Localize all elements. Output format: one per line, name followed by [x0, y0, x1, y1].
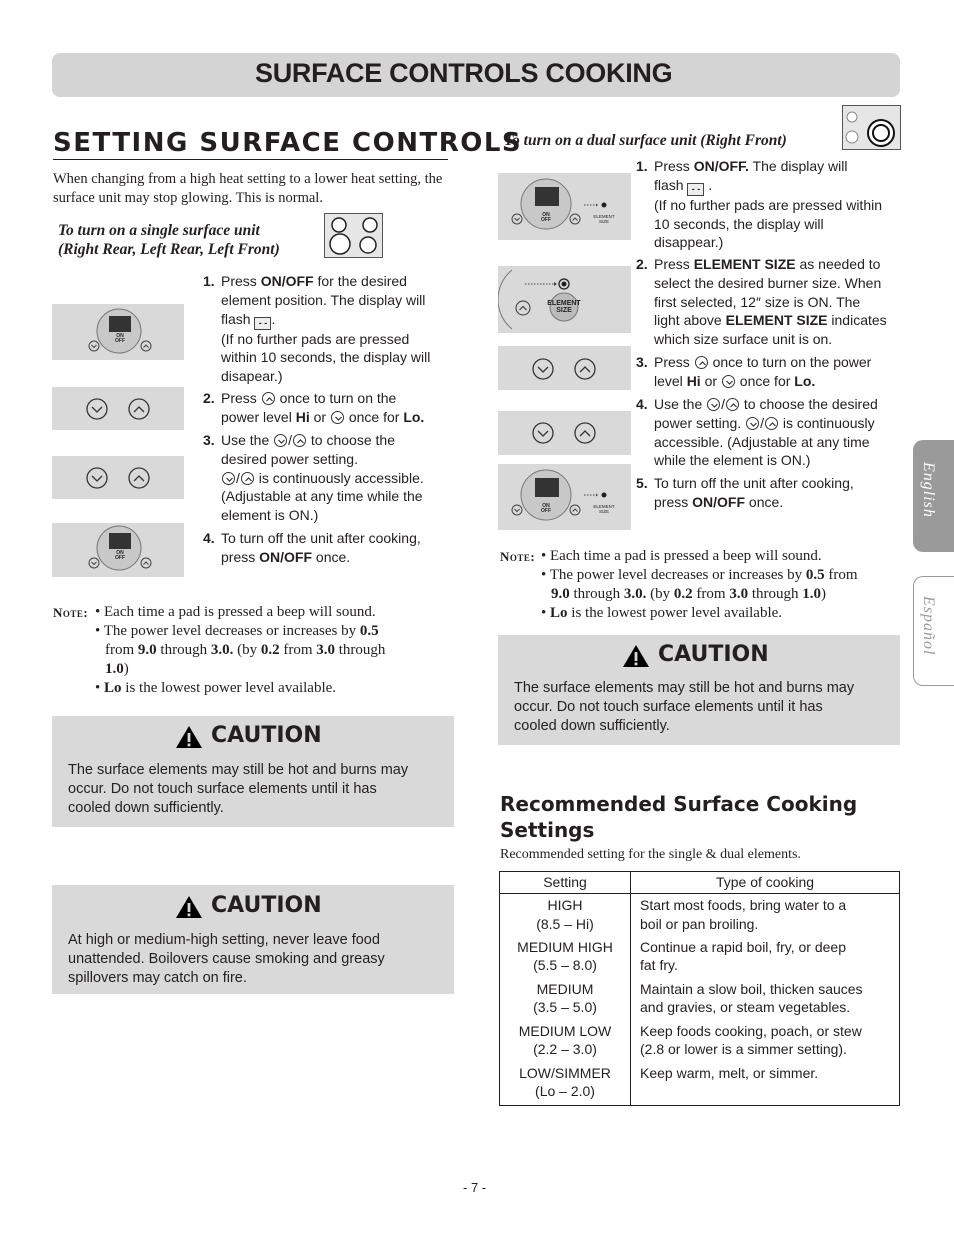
panel-onoff-illustration-2	[52, 523, 184, 577]
single-step-1: 1. Press ON/OFF for the desired element position. The display will flash - - . (If no further pads are pressed within 10 seconds, the display will disapear.)	[203, 273, 431, 385]
down-arrow-icon	[707, 398, 720, 411]
single-step-4: 4. To turn off the unit after cooking, press ON/OFF once.	[203, 530, 421, 565]
dual-step-1: 1. Press ON/OFF. The display will flash - - . (If no further pads are pressed within 10 seconds, the display will disappear.)	[636, 158, 883, 251]
warning-icon	[174, 724, 204, 750]
setting-cell: MEDIUM HIGH (5.5 – 8.0)	[500, 936, 631, 978]
cooking-type-cell: Keep warm, melt, or simmer.	[631, 1062, 900, 1106]
recommended-title: Recommended Surface Cooking Settings	[500, 792, 858, 842]
note-tag: Note:	[500, 549, 536, 564]
caution-title: CAUTION	[211, 893, 322, 918]
cooking-type-cell: Keep foods cooking, poach, or stew (2.8 or lower is a simmer setting).	[631, 1020, 900, 1062]
cooking-type-cell: Maintain a slow boil, thicken sauces and gravies, or steam vegetables.	[631, 978, 900, 1020]
up-arrow-icon	[765, 417, 778, 430]
warning-icon	[174, 894, 204, 920]
caution-box-3	[498, 635, 900, 745]
right-note: Note: • Each time a pad is pressed a beep will sound. • The power level decreases or increases by 0.5 from 9.0 through 3.0. (by 0.2 from 3.0 through 1.0) • Lo is the lowest power level available.	[500, 548, 858, 621]
table-row	[500, 1020, 900, 1062]
dual-step-4: 4. Use the / to choose the desired power setting. / is continuously accessible. (Adjustable at any time while the element is ON.)	[636, 396, 878, 469]
table-header-setting: Setting	[500, 872, 631, 894]
down-arrow-icon	[331, 411, 344, 424]
panel-dual-updown-illustration-2	[498, 411, 631, 455]
down-arrow-icon	[746, 417, 759, 430]
panel-updown-illustration	[52, 387, 184, 430]
setting-cell: MEDIUM (3.5 – 5.0)	[500, 978, 631, 1020]
onoff-label-2: ON OFF	[115, 550, 125, 561]
section-rule	[53, 159, 448, 160]
down-arrow-icon	[722, 375, 735, 388]
single-step-3: 3. Use the / to choose the desired power setting. / is continuously accessible. (Adjustable at any time while the element is ON.)	[203, 432, 424, 524]
down-arrow-icon	[274, 434, 287, 447]
panel-onoff-illustration	[52, 304, 184, 360]
tab-english[interactable]	[913, 440, 954, 552]
caution-text: The surface elements may still be hot and burns may occur. Do not touch surface elements until it has cooled down sufficiently.	[514, 680, 855, 734]
recommended-settings-table	[499, 871, 900, 1106]
panel-dual-onoff-illustration-2	[498, 464, 631, 530]
section-title: SETTING SURFACE CONTROLS	[53, 128, 523, 158]
table-header-row	[500, 872, 900, 894]
dual-step-5: 5. To turn off the unit after cooking, press ON/OFF once.	[636, 475, 854, 510]
flash-display-icon: - -	[254, 317, 271, 330]
cooking-type-cell: Start most foods, bring water to a boil or pan broiling.	[631, 894, 900, 936]
dual-step-3: 3. Press once to turn on the power level Hi or once for Lo.	[636, 354, 872, 389]
single-step-2: 2. Press once to turn on the power level Hi or once for Lo.	[203, 390, 425, 425]
panel-dual-updown-illustration	[498, 346, 631, 390]
single-heading-line2: (Right Rear, Left Rear, Left Front)	[58, 241, 280, 258]
banner-title: SURFACE CONTROLS COOKING	[255, 58, 673, 88]
section-intro: When changing from a high heat setting to a lower heat setting, the surface unit may stop glowing. This is normal.	[53, 171, 443, 206]
caution-title: CAUTION	[211, 723, 322, 748]
up-arrow-icon	[241, 472, 254, 485]
table-row	[500, 978, 900, 1020]
setting-cell: LOW/SIMMER (Lo – 2.0)	[500, 1062, 631, 1106]
cooktop-four-burner-icon	[324, 213, 383, 258]
table-row	[500, 894, 900, 936]
single-unit-heading	[58, 221, 280, 259]
caution-box-2	[52, 885, 454, 994]
dual-steps	[636, 157, 904, 517]
element-size-label: ELEMENT SIZE	[593, 504, 615, 514]
panel-dual-onoff-illustration	[498, 173, 631, 240]
tab-english-label: English	[920, 462, 937, 518]
caution-box-1	[52, 716, 454, 827]
table-row	[500, 1062, 900, 1106]
single-steps	[203, 272, 453, 572]
tab-espanol[interactable]	[913, 576, 954, 686]
cooktop-dual-burner-icon	[842, 105, 901, 150]
panel-updown-illustration-2	[52, 456, 184, 499]
element-size-button-label: ELEMENT SIZE	[547, 300, 581, 314]
setting-cell: MEDIUM LOW (2.2 – 3.0)	[500, 1020, 631, 1062]
note-tag: Note:	[53, 605, 89, 620]
onoff-label: ON OFF	[541, 212, 551, 223]
panel-element-size-illustration	[498, 266, 631, 333]
tab-espanol-label: Español	[920, 596, 937, 656]
page-number: - 7 -	[463, 1180, 487, 1195]
page-banner	[52, 53, 900, 97]
up-arrow-icon	[262, 392, 275, 405]
caution-title: CAUTION	[658, 642, 769, 667]
onoff-label: ON OFF	[541, 503, 551, 514]
up-arrow-icon	[293, 434, 306, 447]
recommended-note: Recommended setting for the single & dual elements.	[500, 847, 801, 862]
dual-step-2: 2. Press ELEMENT SIZE as needed to select the desired burner size. When first selected, 12″ size is ON. The light above ELEMENT SIZE indicates which size surface unit is on.	[636, 256, 887, 348]
up-arrow-icon	[726, 398, 739, 411]
warning-icon	[621, 643, 651, 669]
left-note: Note: • Each time a pad is pressed a beep will sound. • The power level decreases or increases by 0.5 from 9.0 through 3.0. (by 0.2 from 3.0 through 1.0) • Lo is the lowest power level available.	[53, 604, 386, 696]
up-arrow-icon	[695, 356, 708, 369]
caution-text: At high or medium-high setting, never leave food unattended. Boilovers cause smoking and greasy spillovers may catch on fire.	[68, 932, 385, 986]
table-row	[500, 936, 900, 978]
caution-text: The surface elements may still be hot and burns may occur. Do not touch surface elements until it has cooled down sufficiently.	[68, 762, 409, 816]
flash-display-icon: - -	[687, 183, 704, 196]
table-header-type: Type of cooking	[631, 872, 900, 894]
dual-unit-heading: To turn on a dual surface unit (Right Front)	[504, 132, 787, 149]
element-size-label: ELEMENT SIZE	[593, 214, 615, 224]
setting-cell: HIGH (8.5 – Hi)	[500, 894, 631, 936]
onoff-label: ON OFF	[115, 333, 125, 344]
down-arrow-icon	[222, 472, 235, 485]
single-heading-line1: To turn on a single surface unit	[58, 222, 260, 239]
cooking-type-cell: Continue a rapid boil, fry, or deep fat fry.	[631, 936, 900, 978]
